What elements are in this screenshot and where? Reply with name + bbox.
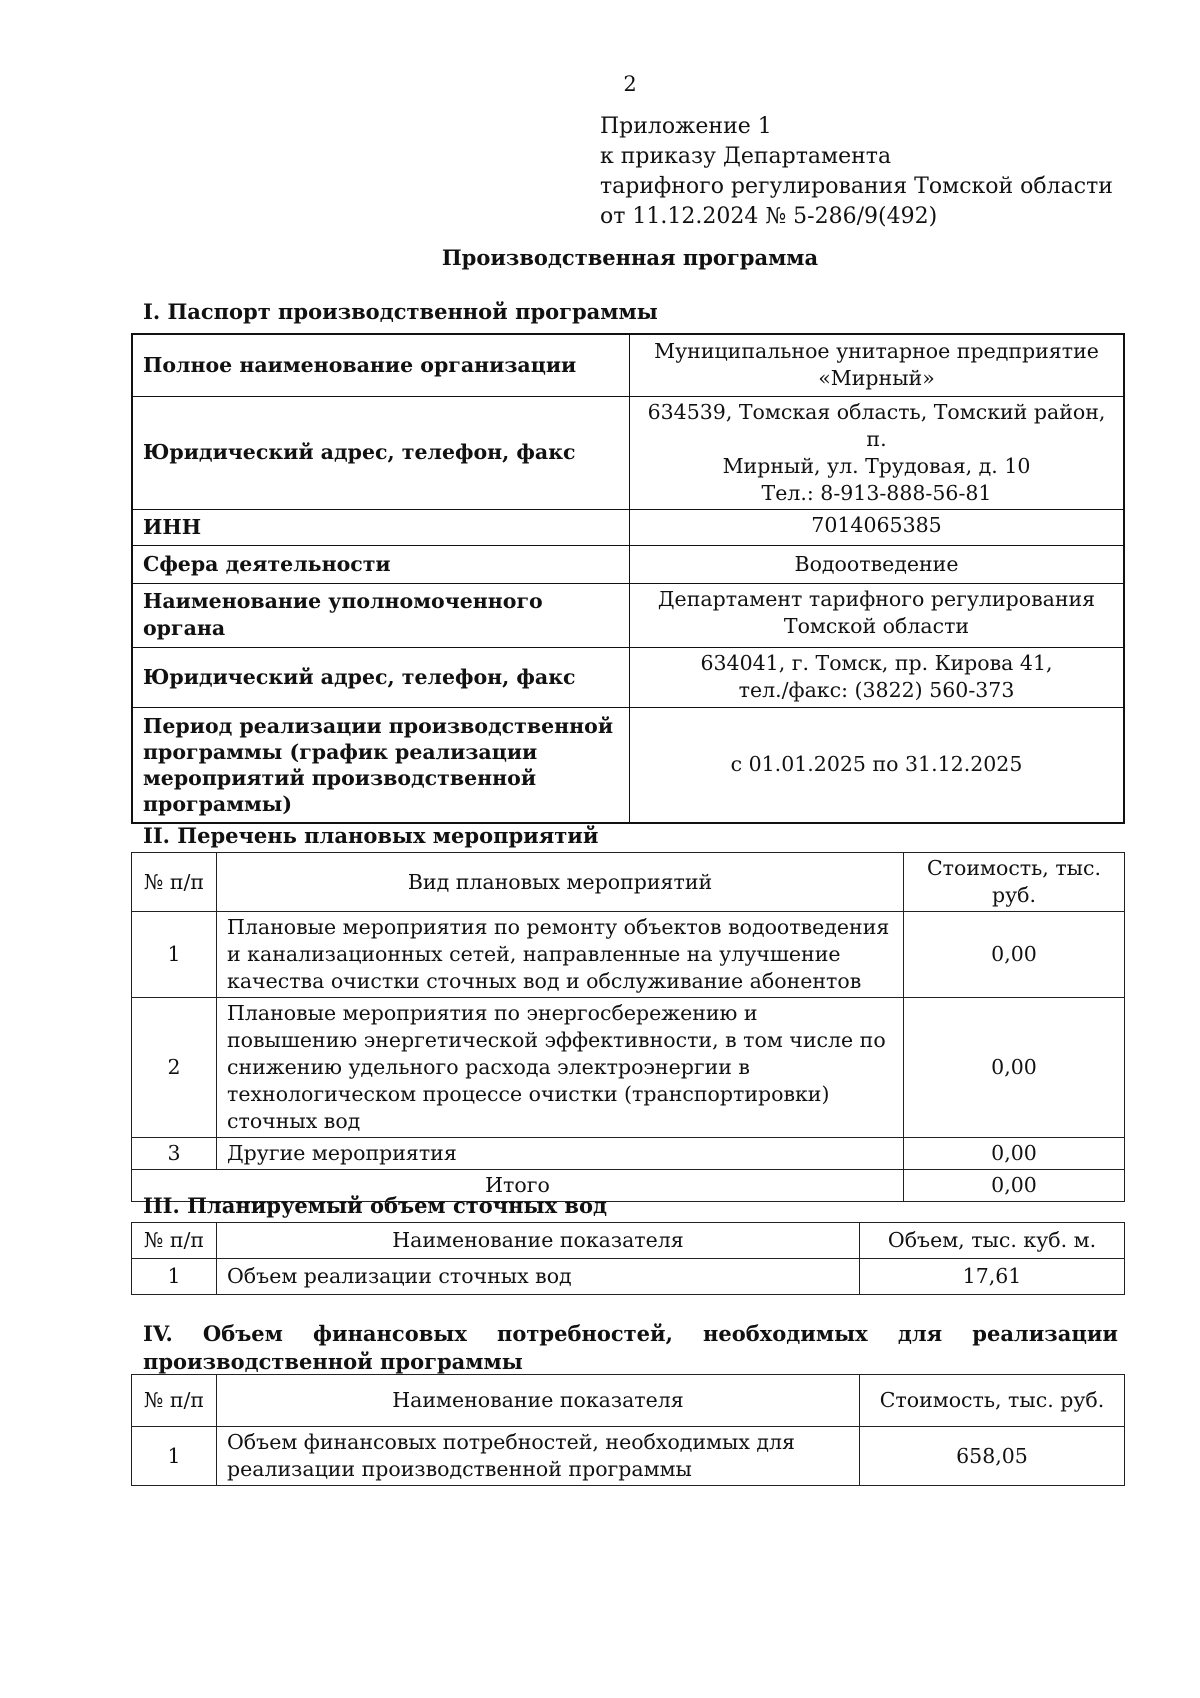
section-4-title: IV. Объем финансовых потребностей, необходимых для реализации производственной программы (143, 1321, 1118, 1374)
passport-row (132, 545, 1124, 583)
passport-row (132, 396, 1124, 509)
activity-text: Другие мероприятия (217, 1138, 904, 1170)
appendix-line: от 11.12.2024 № 5-286/9(492) (600, 204, 938, 229)
column-header: Наименование показателя (217, 1223, 860, 1259)
indicator-name: Объем финансовых потребностей, необходимых для реализации производственной программы (217, 1427, 860, 1486)
column-header: № п/п (132, 1375, 217, 1427)
total-value: 0,00 (904, 1170, 1125, 1202)
passport-key: ИНН (132, 509, 630, 545)
indicator-value: 17,61 (860, 1259, 1125, 1295)
section-2-title: II. Перечень плановых мероприятий (143, 823, 599, 848)
table-row (132, 1259, 1125, 1295)
column-header: Стоимость, тыс. руб. (860, 1375, 1125, 1427)
total-label: Итого (132, 1170, 904, 1202)
indicator-name: Объем реализации сточных вод (217, 1259, 860, 1295)
passport-key: Юридический адрес, телефон, факс (132, 396, 630, 509)
section-3-title: III. Планируемый объем сточных вод (143, 1193, 608, 1218)
passport-value: Департамент тарифного регулирования Томской области (630, 583, 1125, 647)
activity-cost: 0,00 (904, 912, 1125, 998)
passport-row (132, 334, 1124, 396)
activity-cost: 0,00 (904, 1138, 1125, 1170)
table-row (132, 1138, 1125, 1170)
passport-value: 634539, Томская область, Томский район, п. Мирный, ул. Трудовая, д. 10 Тел.: 8-913-888-56-81 (630, 396, 1125, 509)
table-row (132, 912, 1125, 998)
financial-table (131, 1374, 1125, 1486)
table-row (132, 998, 1125, 1138)
appendix-line: Приложение 1 (600, 114, 772, 139)
passport-row (132, 583, 1124, 647)
passport-value: 634041, г. Томск, пр. Кирова 41, тел./факс: (3822) 560-373 (630, 647, 1125, 707)
row-number: 1 (132, 1427, 217, 1486)
table-header-row (132, 1223, 1125, 1259)
passport-value: 7014065385 (630, 509, 1125, 545)
appendix-line: к приказу Департамента (600, 144, 892, 169)
column-header: Вид плановых мероприятий (217, 853, 904, 912)
column-header: № п/п (132, 853, 217, 912)
appendix-header (600, 112, 1113, 232)
document-title: Производственная программа (441, 245, 819, 270)
passport-row (132, 707, 1124, 823)
section-1-title: I. Паспорт производственной программы (143, 299, 658, 324)
passport-row (132, 647, 1124, 707)
row-number: 1 (132, 912, 217, 998)
column-header: Наименование показателя (217, 1375, 860, 1427)
appendix-line: тарифного регулирования Томской области (600, 174, 1113, 199)
passport-key: Полное наименование организации (132, 334, 630, 396)
passport-row (132, 509, 1124, 545)
table-header-row (132, 853, 1125, 912)
row-number: 2 (132, 998, 217, 1138)
passport-table (131, 333, 1125, 824)
table-header-row (132, 1375, 1125, 1427)
volume-table (131, 1222, 1125, 1295)
row-number: 1 (132, 1259, 217, 1295)
table-row (132, 1427, 1125, 1486)
passport-key: Наименование уполномоченного органа (132, 583, 630, 647)
passport-key: Сфера деятельности (132, 545, 630, 583)
page-number: 2 (623, 72, 637, 96)
activity-text: Плановые мероприятия по энергосбережению и повышению энергетической эффективности, в том числе по снижению удельного расхода электроэнергии в технологическом процессе очистки (транспортировки) сточных вод (217, 998, 904, 1138)
column-header: Объем, тыс. куб. м. (860, 1223, 1125, 1259)
column-header: № п/п (132, 1223, 217, 1259)
row-number: 3 (132, 1138, 217, 1170)
activities-table (131, 852, 1125, 1202)
column-header: Стоимость, тыс. руб. (904, 853, 1125, 912)
passport-value: с 01.01.2025 по 31.12.2025 (630, 707, 1125, 823)
passport-value: Муниципальное унитарное предприятие «Мирный» (630, 334, 1125, 396)
indicator-value: 658,05 (860, 1427, 1125, 1486)
passport-key: Период реализации производственной программы (график реализации мероприятий производственной программы) (132, 707, 630, 823)
passport-key: Юридический адрес, телефон, факс (132, 647, 630, 707)
passport-value: Водоотведение (630, 545, 1125, 583)
activity-cost: 0,00 (904, 998, 1125, 1138)
activity-text: Плановые мероприятия по ремонту объектов водоотведения и канализационных сетей, направленные на улучшение качества очистки сточных вод и обслуживание абонентов (217, 912, 904, 998)
